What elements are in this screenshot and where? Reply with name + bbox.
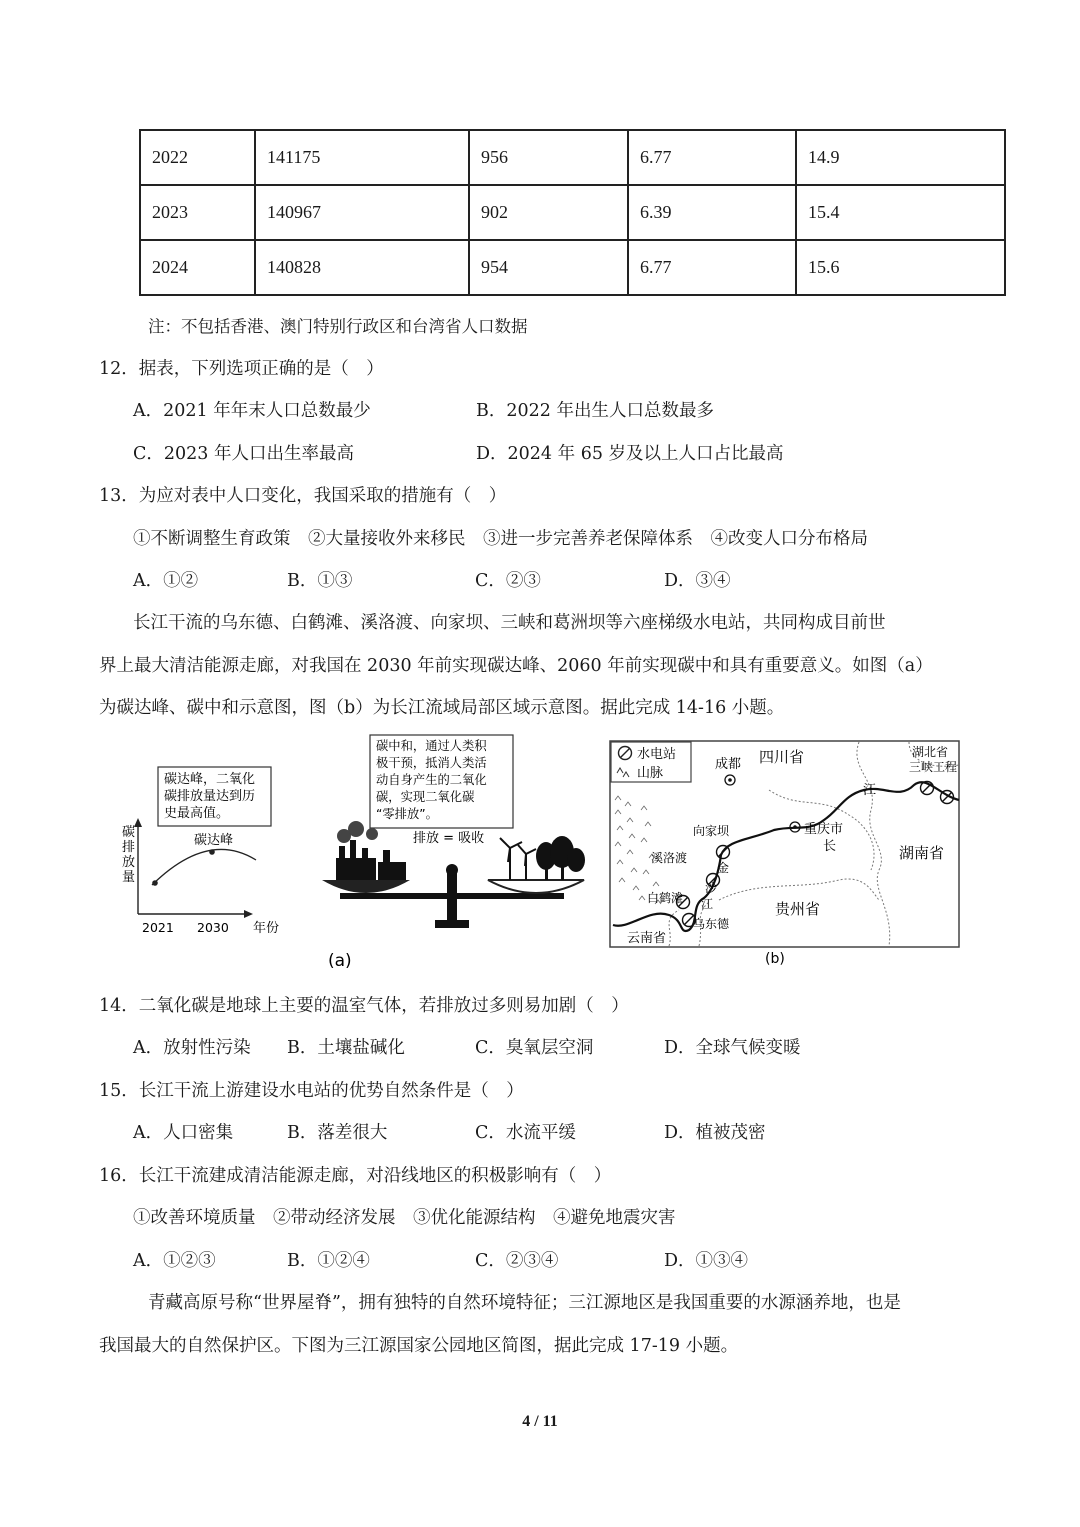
- passage-1-line-2: 界上最大清洁能源走廊，对我国在 2030 年前实现碳达峰、2060 年前实现碳中和具有重要意义。如图（a）: [99, 656, 933, 676]
- q15-option-c[interactable]: C．水流平缓: [475, 1123, 576, 1143]
- table-row: [140, 130, 1005, 185]
- question-16-stem: 16．长江干流建成清洁能源走廊，对沿线地区的积极影响有（ ）: [99, 1166, 612, 1186]
- table-cell: 902: [469, 185, 628, 240]
- question-12-stem: 12．据表，下列选项正确的是（ ）: [99, 359, 384, 379]
- point-2021: [152, 880, 158, 886]
- table-cell: 140967: [255, 185, 469, 240]
- page-number: 4 / 11: [522, 1413, 558, 1430]
- table-cell: 15.6: [796, 240, 1005, 295]
- q14-option-a[interactable]: A．放射性污染: [133, 1038, 251, 1058]
- balance-label: 排放 = 吸收: [413, 831, 485, 846]
- label-guizhou: 贵州省: [775, 900, 821, 918]
- table-cell: 140828: [255, 240, 469, 295]
- label-chang: 长: [823, 839, 837, 854]
- turbines-and-trees-icon: [500, 836, 585, 880]
- table-cell: 956: [469, 130, 628, 185]
- q15-option-a[interactable]: A．人口密集: [133, 1123, 234, 1143]
- label-yunnan: 云南省: [627, 931, 667, 946]
- question-13-stem: 13．为应对表中人口变化，我国采取的措施有（ ）: [99, 486, 507, 506]
- table-cell: 954: [469, 240, 628, 295]
- label-hubei: 湖北省: [912, 745, 949, 759]
- label-wudongde: 乌东德: [693, 917, 730, 931]
- label-sha: 沙: [705, 881, 718, 895]
- q12-option-a[interactable]: A．2021 年年末人口总数最少: [133, 401, 371, 421]
- ylabel-char-4: 量: [122, 870, 136, 885]
- q15-option-b[interactable]: B．落差很大: [287, 1123, 388, 1143]
- peak-box-line-2: 碳排放量达到历: [164, 789, 256, 804]
- passage-2-line-2: 我国最大的自然保护区。下图为三江源国家公园地区简图，据此完成 17-19 小题。: [99, 1336, 739, 1356]
- q14-option-d[interactable]: D．全球气候变暖: [664, 1038, 801, 1058]
- q12-option-d[interactable]: D．2024 年 65 岁及以上人口占比最高: [476, 444, 784, 464]
- label-jin: 金: [717, 861, 730, 875]
- neutral-box-line-5: “零排放”。: [376, 807, 438, 821]
- ylabel-char-1: 碳: [122, 825, 136, 840]
- label-jiang-2: 江: [701, 897, 714, 911]
- x-tick-2021: 2021: [142, 920, 174, 935]
- ylabel-char-3: 放: [122, 855, 136, 870]
- q13-option-b[interactable]: B．①③: [287, 571, 353, 591]
- x-axis-unit: 年份: [253, 921, 280, 936]
- neutral-box-line-3: 动自身产生的二氧化: [376, 773, 487, 787]
- label-jiang: 江: [863, 783, 877, 798]
- q16-option-d[interactable]: D．①③④: [664, 1251, 749, 1271]
- q15-option-d[interactable]: D．植被茂密: [664, 1123, 766, 1143]
- table-row: [140, 240, 1005, 295]
- table-cell: 15.4: [796, 185, 1005, 240]
- peak-curve-label: 碳达峰: [194, 833, 234, 848]
- q13-option-d[interactable]: D．③④: [664, 571, 731, 591]
- question-15-stem: 15．长江干流上游建设水电站的优势自然条件是（ ）: [99, 1081, 524, 1101]
- ylabel-char-2: 排: [122, 840, 136, 855]
- peak-box-line-3: 史最高值。: [164, 806, 230, 821]
- label-xiangjiaba: 向家坝: [693, 824, 730, 838]
- q14-option-b[interactable]: B．土壤盐碱化: [287, 1038, 405, 1058]
- point-2030: [209, 849, 215, 855]
- q13-option-c[interactable]: C．②③: [475, 571, 541, 591]
- label-chongqing: 重庆市: [804, 822, 844, 837]
- label-chengdu: 成都: [715, 757, 742, 772]
- neutral-box-line-1: 碳中和，通过人类积: [376, 739, 487, 753]
- x-tick-2030: 2030: [197, 920, 229, 935]
- label-xiluodu: 溪洛渡: [651, 851, 688, 865]
- table-cell: 2022: [140, 130, 255, 185]
- q13-option-a[interactable]: A．①②: [133, 571, 199, 591]
- figure-a-caption: (a): [328, 951, 352, 971]
- peak-box-line-1: 碳达峰，二氧化: [164, 772, 256, 787]
- question-14-stem: 14．二氧化碳是地球上主要的温室气体，若排放过多则易加剧（ ）: [99, 996, 629, 1016]
- balance-pillar: [447, 868, 457, 923]
- label-sichuan: 四川省: [759, 748, 805, 766]
- neutral-box-line-4: 碳，实现二氧化碳: [376, 790, 475, 804]
- table-cell: 14.9: [796, 130, 1005, 185]
- table-row: [140, 185, 1005, 240]
- q12-option-c[interactable]: C．2023 年人口出生率最高: [133, 444, 354, 464]
- q16-statements: ①改善环境质量 ②带动经济发展 ③优化能源结构 ④避免地震灾害: [133, 1208, 676, 1228]
- table-cell: 2024: [140, 240, 255, 295]
- passage-1-line-3: 为碳达峰、碳中和示意图，图（b）为长江流域局部区域示意图。据此完成 14-16 小题。: [99, 698, 785, 718]
- table-cell: 141175: [255, 130, 469, 185]
- factory-icon: [336, 821, 406, 880]
- figure-a-carbon-diagram: [108, 730, 598, 975]
- table-note: 注：不包括香港、澳门特别行政区和台湾省人口数据: [148, 317, 528, 336]
- q13-statements: ①不断调整生育政策 ②大量接收外来移民 ③进一步完善养老保障体系 ④改变人口分布格局: [133, 529, 868, 549]
- table-cell: 6.77: [628, 240, 796, 295]
- label-baihetan: 白鹤滩: [647, 891, 684, 905]
- q12-option-b[interactable]: B．2022 年出生人口总数最多: [476, 401, 714, 421]
- figure-b-yangtze-map: [609, 740, 961, 972]
- q14-option-c[interactable]: C．臭氧层空洞: [475, 1038, 594, 1058]
- q16-option-a[interactable]: A．①②③: [133, 1251, 216, 1271]
- emission-curve: [152, 849, 256, 885]
- label-hunan: 湖南省: [899, 844, 945, 862]
- legend-mountain: 山脉: [637, 766, 664, 781]
- table-cell: 2023: [140, 185, 255, 240]
- passage-1-line-1: 长江干流的乌东德、白鹤滩、溪洛渡、向家坝、三峡和葛洲坝等六座梯级水电站，共同构成目前世: [133, 613, 886, 633]
- passage-2-line-1: 青藏高原号称“世界屋脊”，拥有独特的自然环境特征；三江源地区是我国重要的水源涵养地，也是: [148, 1293, 901, 1313]
- neutral-box-line-2: 极干预，抵消人类活: [376, 756, 487, 770]
- figure-b-caption: (b): [765, 951, 785, 967]
- table-cell: 6.39: [628, 185, 796, 240]
- population-table: [139, 129, 1006, 296]
- legend-hydropower: 水电站: [637, 747, 677, 762]
- q16-option-b[interactable]: B．①②④: [287, 1251, 370, 1271]
- left-pan: [322, 880, 410, 893]
- label-sanxia: 三峡工程: [909, 760, 958, 774]
- right-pan: [488, 880, 584, 893]
- table-cell: 6.77: [628, 130, 796, 185]
- q16-option-c[interactable]: C．②③④: [475, 1251, 559, 1271]
